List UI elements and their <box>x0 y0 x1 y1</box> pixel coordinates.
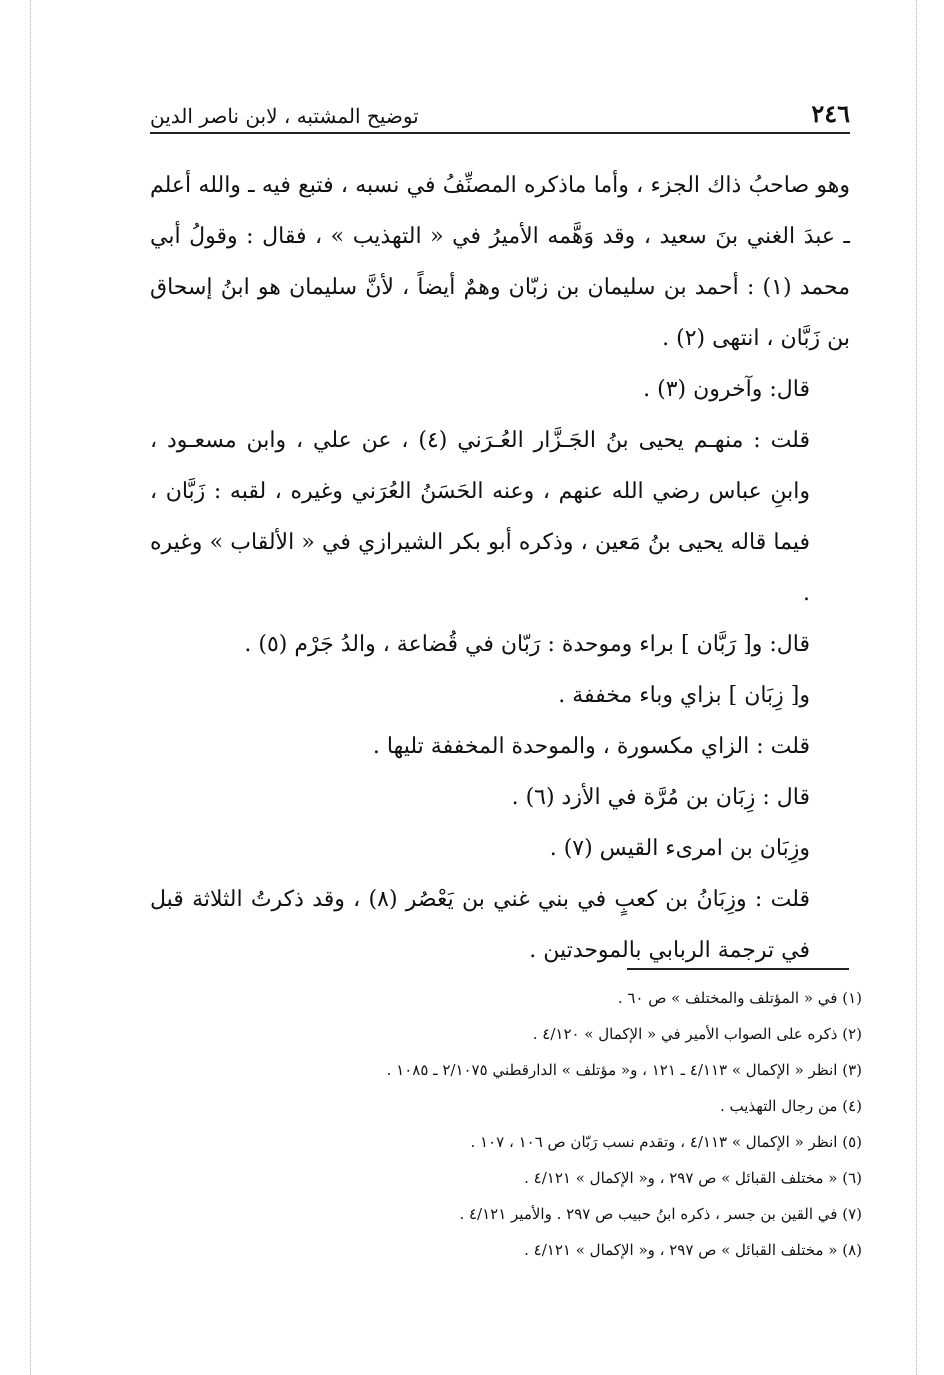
paragraph: قال : زِبَان بن مُرَّة في الأزد (٦) . <box>511 785 810 810</box>
paragraph: قلت : وزِبَانُ بن كعبٍ في بني غني بن يَعْصُر (٨) ، وقد ذكرتُ الثلاثة قبل في ترجمة الربابي بالموحدتين . <box>150 887 811 963</box>
footnote: (١) في « المؤتلف والمختلف » ص ٦٠ . <box>617 989 862 1007</box>
running-title: توضيح المشتبه ، لابن ناصر الدين <box>150 104 419 128</box>
footnote: (٢) ذكره على الصواب الأمير في « الإكمال » ٤/١٢٠ . <box>532 1025 862 1043</box>
footnote: (٨) « مختلف القبائل » ص ٢٩٧ ، و« الإكمال » ٤/١٢١ . <box>524 1241 862 1259</box>
paragraph: قلت : منهـم يحيى بنُ الجَـزَّار العُـرَني (٤) ، عن علي ، وابن مسعـود ، وابنِ عباس رضي الله عنهم ، وعنه الحَسَنُ العُرَني وغيره ، لقبه : زَبَّان ، فيما قاله يحيى بنُ مَعين ، وذكره أبو بكر الشيرازي في « الألقاب » وغيره . <box>150 428 810 606</box>
main-text <box>150 160 850 976</box>
footnote: (٥) انظر « الإكمال » ٤/١١٣ ، وتقدم نسب رَبّان ص ١٠٦ ، ١٠٧ . <box>470 1133 862 1151</box>
paragraph: وهو صاحبُ ذاك الجزء ، وأما ماذكره المصنِّفُ في نسبه ، فتبع فيه ـ والله أعلم ـ عبدَ الغني بنَ سعيد ، وقد وَهَّمه الأميرُ في « التهذيب » ، فقال : وقولُ أبي محمد (١) : أحمد بن سليمان بن زبّان وهمٌ أيضاً ، لأنَّ سليمان هو ابنُ إسحاق بن زَبَّان ، انتهى (٢) . <box>150 173 851 351</box>
paragraph: وزِبَان بن امرىء القيس (٧) . <box>549 836 810 861</box>
scan-margin-line <box>916 0 917 1375</box>
paragraph: قال: وآخرون (٣) . <box>643 377 810 402</box>
footnote: (٣) انظر « الإكمال » ٤/١١٣ ـ ١٢١ ، و« مؤتلف » الدارقطني ٢/١٠٧٥ ـ ١٠٨٥ . <box>386 1061 862 1079</box>
paragraph: و[ زِبَان ] بزاي وباء مخففة . <box>558 683 810 708</box>
footnote: (٤) من رجال التهذيب . <box>719 1097 862 1115</box>
footnote-divider <box>627 968 849 970</box>
footnote: (٦) « مختلف القبائل » ص ٢٩٧ ، و« الإكمال » ٤/١٢١ . <box>524 1169 862 1187</box>
paragraph: قال: و[ رَبَّان ] براء وموحدة : رَبّان في قُضاعة ، والدُ جَرْم (٥) . <box>244 632 810 657</box>
footnotes <box>150 980 862 1268</box>
page-number: ٢٤٦ <box>811 99 850 128</box>
scan-margin-line <box>30 0 31 1375</box>
paragraph: قلت : الزاي مكسورة ، والموحدة المخففة تليها . <box>372 734 810 759</box>
footnote: (٧) في القين بن جسر ، ذكره ابنُ حبيب ص ٢٩٧ . والأمير ٤/١٢١ . <box>459 1205 862 1223</box>
page-header <box>150 88 850 134</box>
